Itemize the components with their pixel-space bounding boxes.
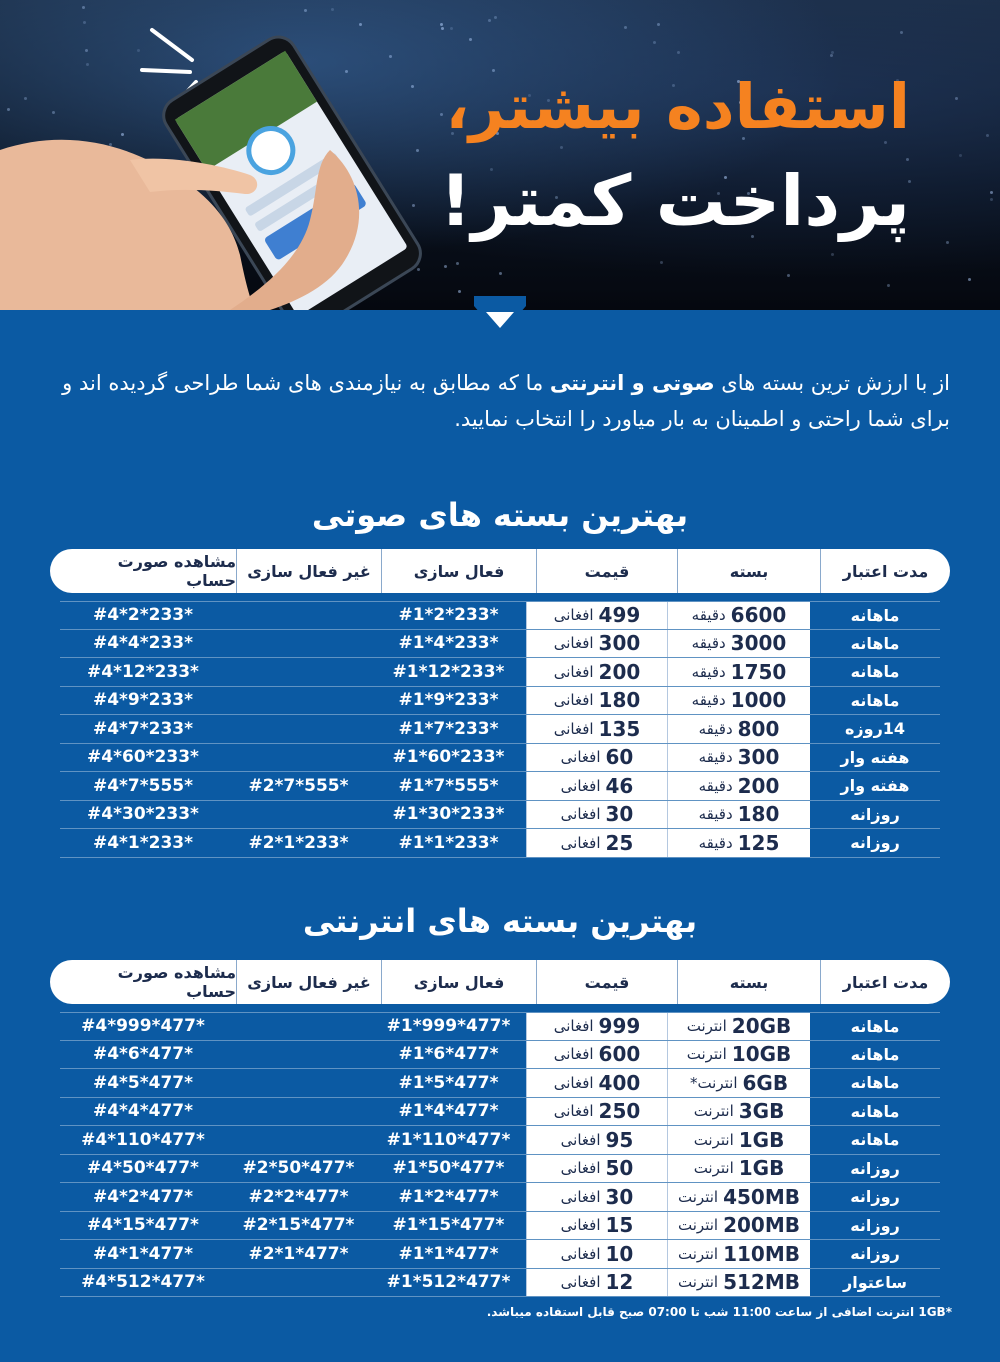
activate-code[interactable]: #1*4*233* [398, 633, 499, 654]
table-row [60, 829, 940, 858]
validity-cell: ماهانه [850, 1130, 900, 1150]
package-unit: انترنت [678, 1273, 719, 1292]
package-amount: 200 [737, 773, 780, 798]
price-currency: افغانی [553, 1045, 594, 1064]
price-cell [526, 744, 667, 772]
price-currency: افغانی [560, 1273, 601, 1292]
header-view-balance: مشاهده صورت حساب [117, 963, 236, 1001]
header-package: بسته [677, 549, 820, 593]
validity-cell: ماهانه [850, 690, 900, 710]
price-amount: 499 [598, 603, 641, 628]
view-balance-code[interactable]: #4*9*233* [92, 690, 194, 711]
view-balance-code[interactable]: #4*1*477* [92, 1243, 194, 1264]
validity-cell: ماهانه [850, 662, 900, 682]
price-currency: افغانی [553, 719, 594, 738]
price-cell [526, 1098, 667, 1126]
activate-code[interactable]: #1*7*233* [398, 718, 499, 739]
table-row [60, 1098, 940, 1127]
header-validity: مدت اعتبار [820, 549, 950, 593]
hand-holding-phone-illustration [0, 0, 470, 310]
package-amount: 125 [737, 830, 780, 855]
package-cell [667, 1155, 810, 1183]
activate-code[interactable]: #1*110*477* [386, 1129, 511, 1150]
package-cell [667, 602, 810, 629]
price-cell [526, 1126, 667, 1154]
view-balance-code[interactable]: #4*4*477* [92, 1101, 194, 1122]
package-amount: 1GB [738, 1156, 785, 1181]
deactivate-code[interactable]: #2*1*233* [248, 832, 349, 853]
deactivate-code[interactable] [226, 744, 371, 772]
price-cell [526, 772, 667, 800]
deactivate-code[interactable]: #2*7*555* [248, 775, 349, 796]
header-view-balance: مشاهده صورت حساب [117, 552, 236, 590]
price-amount: 50 [605, 1156, 634, 1181]
table-row [60, 1012, 940, 1041]
deactivate-code[interactable] [226, 1013, 371, 1040]
view-balance-code[interactable]: #4*110*477* [81, 1129, 205, 1150]
package-unit: انترنت [693, 1102, 734, 1121]
price-cell [526, 602, 667, 629]
price-amount: 135 [598, 716, 641, 741]
price-cell [526, 1269, 667, 1297]
package-cell [667, 1269, 810, 1297]
package-cell [667, 715, 810, 743]
validity-cell: هفته وار [840, 747, 910, 767]
price-cell [526, 1069, 667, 1097]
validity-cell: ماهانه [850, 605, 900, 625]
deactivate-code[interactable]: #2*15*477* [242, 1215, 355, 1236]
activate-code[interactable]: #1*9*233* [398, 690, 499, 711]
intro-text-after: ما که مطابق به نیازمندی های شما طراحی گردیده اند و برای شما راحتی و اطمینان به بار میاورد را انتخاب نمایید. [62, 371, 950, 431]
package-unit: انترنت [678, 1187, 719, 1206]
validity-cell: ماهانه [850, 633, 900, 653]
activate-code[interactable]: #1*12*233* [392, 661, 505, 682]
view-balance-code[interactable]: #4*12*233* [87, 661, 199, 682]
price-amount: 999 [598, 1014, 641, 1039]
package-unit: دقیقه [698, 776, 733, 795]
activate-code[interactable]: #1*1*233* [398, 832, 499, 853]
package-cell [667, 687, 810, 715]
package-amount: 3GB [738, 1099, 785, 1124]
voice-section-title: بهترین بسته های صوتی [311, 496, 689, 534]
package-unit: انترنت [686, 1017, 727, 1036]
down-arrow-icon [474, 296, 526, 336]
package-amount: 110MB [723, 1241, 800, 1266]
price-cell [526, 1212, 667, 1240]
price-currency: افغانی [560, 1216, 601, 1235]
intro-text-before: از با ارزش ترین بسته های [714, 371, 950, 395]
voice-table-header [50, 549, 950, 593]
price-amount: 46 [605, 773, 634, 798]
package-cell [667, 829, 810, 857]
validity-cell: روزانه [850, 804, 900, 824]
package-amount: 180 [737, 802, 780, 827]
table-row [60, 772, 940, 801]
price-cell [526, 687, 667, 715]
table-row [60, 1183, 940, 1212]
price-currency: افغانی [560, 776, 601, 795]
price-amount: 30 [605, 802, 634, 827]
activate-code[interactable]: #1*5*477* [398, 1072, 499, 1093]
price-amount: 300 [598, 631, 641, 656]
view-balance-code[interactable]: #4*7*233* [92, 718, 194, 739]
package-amount: 512MB [723, 1270, 800, 1295]
package-amount: 1GB [738, 1127, 785, 1152]
activate-code[interactable]: #1*6*477* [398, 1044, 499, 1065]
package-unit: انترنت [693, 1130, 734, 1149]
deactivate-code[interactable] [226, 1126, 371, 1154]
package-unit: دقیقه [691, 691, 726, 710]
header-deactivate: غیر فعال سازی [236, 960, 381, 1004]
deactivate-code[interactable] [226, 1098, 371, 1126]
price-cell [526, 630, 667, 658]
activate-code[interactable]: #1*4*477* [398, 1101, 499, 1122]
price-currency: افغانی [560, 805, 601, 824]
view-balance-code[interactable]: #4*2*477* [92, 1186, 194, 1207]
deactivate-code[interactable] [226, 1041, 371, 1069]
package-unit: انترنت* [689, 1073, 738, 1092]
deactivate-code[interactable] [226, 715, 371, 743]
activate-code[interactable]: #1*1*477* [398, 1243, 499, 1264]
validity-cell: ساعتوار [843, 1272, 907, 1292]
price-currency: افغانی [560, 833, 601, 852]
internet-section-title: بهترین بسته های انترنتی [302, 902, 698, 940]
package-unit: انترنت [678, 1244, 719, 1263]
table-row [60, 1269, 940, 1298]
validity-cell: 14روزه [844, 719, 906, 739]
header-activate: فعال سازی [381, 549, 536, 593]
header-price: قیمت [536, 549, 677, 593]
package-cell [667, 744, 810, 772]
table-row [60, 1041, 940, 1070]
view-balance-code[interactable]: #4*999*477* [81, 1016, 205, 1037]
package-cell [667, 1069, 810, 1097]
package-cell [667, 801, 810, 829]
validity-cell: ماهانه [850, 1016, 900, 1036]
validity-cell: روزانه [850, 1158, 900, 1178]
price-cell [526, 1183, 667, 1211]
package-unit: دقیقه [691, 606, 726, 625]
price-cell [526, 801, 667, 829]
package-amount: 10GB [731, 1042, 792, 1067]
validity-cell: روزانه [850, 833, 900, 853]
price-cell [526, 715, 667, 743]
deactivate-code[interactable]: #2*50*477* [242, 1158, 355, 1179]
package-cell [667, 1126, 810, 1154]
price-currency: افغانی [553, 1073, 594, 1092]
package-amount: 300 [737, 745, 780, 770]
table-row [60, 1155, 940, 1184]
deactivate-code[interactable] [226, 1069, 371, 1097]
view-balance-code[interactable]: #4*60*233* [87, 747, 199, 768]
deactivate-code[interactable] [226, 687, 371, 715]
package-amount: 6GB [742, 1070, 789, 1095]
package-cell [667, 1041, 810, 1069]
table-row [60, 1069, 940, 1098]
activate-code[interactable]: #1*2*477* [398, 1186, 499, 1207]
package-unit: دقیقه [698, 748, 733, 767]
footnote: *1GB انترنت اضافی از ساعت 11:00 شب تا 07:00 صبح قابل استفاده میباشد. [486, 1305, 952, 1319]
package-cell [667, 1013, 810, 1040]
activate-code[interactable]: #1*15*477* [392, 1215, 505, 1236]
price-currency: افغانی [553, 662, 594, 681]
package-amount: 3000 [730, 631, 787, 656]
price-amount: 95 [605, 1127, 634, 1152]
package-amount: 450MB [723, 1184, 800, 1209]
package-unit: انترنت [678, 1216, 719, 1235]
view-balance-code[interactable]: #4*30*233* [87, 804, 199, 825]
internet-table-header [50, 960, 950, 1004]
intro-text-bold: صوتی و انترنتی [549, 371, 715, 395]
deactivate-code[interactable]: #2*2*477* [248, 1186, 349, 1207]
price-amount: 250 [598, 1099, 641, 1124]
table-row [60, 687, 940, 716]
activate-code[interactable]: #1*999*477* [386, 1016, 511, 1037]
package-unit: انترنت [686, 1045, 727, 1064]
table-row [60, 630, 940, 659]
price-currency: افغانی [560, 1130, 601, 1149]
validity-cell: ماهانه [850, 1073, 900, 1093]
package-unit: دقیقه [691, 634, 726, 653]
voice-table-body [60, 601, 940, 858]
price-amount: 12 [605, 1270, 634, 1295]
price-currency: افغانی [553, 1017, 594, 1036]
activate-code[interactable]: #1*60*233* [392, 747, 505, 768]
package-unit: دقیقه [698, 719, 733, 738]
price-cell [526, 1013, 667, 1040]
price-amount: 180 [598, 688, 641, 713]
price-amount: 400 [598, 1070, 641, 1095]
price-amount: 25 [605, 830, 634, 855]
deactivate-code[interactable] [226, 1269, 371, 1297]
table-row [60, 744, 940, 773]
table-row [60, 658, 940, 687]
activate-code[interactable]: #1*30*233* [392, 804, 505, 825]
price-currency: افغانی [553, 691, 594, 710]
validity-cell: ماهانه [850, 1044, 900, 1064]
price-currency: افغانی [560, 1159, 601, 1178]
price-amount: 10 [605, 1241, 634, 1266]
header-price: قیمت [536, 960, 677, 1004]
validity-cell: روزانه [850, 1187, 900, 1207]
deactivate-code[interactable] [226, 658, 371, 686]
header-deactivate: غیر فعال سازی [236, 549, 381, 593]
header-activate: فعال سازی [381, 960, 536, 1004]
package-cell [667, 1212, 810, 1240]
package-cell [667, 630, 810, 658]
table-row [60, 601, 940, 630]
package-amount: 20GB [731, 1014, 792, 1039]
hero-banner [0, 0, 1000, 310]
price-currency: افغانی [560, 1187, 601, 1206]
activate-code[interactable]: #1*512*477* [386, 1272, 511, 1293]
package-cell [667, 1098, 810, 1126]
deactivate-code[interactable] [226, 801, 371, 829]
package-amount: 1750 [730, 659, 787, 684]
validity-cell: ماهانه [850, 1101, 900, 1121]
header-validity: مدت اعتبار [820, 960, 950, 1004]
price-amount: 60 [605, 745, 634, 770]
package-unit: دقیقه [698, 805, 733, 824]
table-row [60, 715, 940, 744]
price-currency: افغانی [560, 1244, 601, 1263]
deactivate-code[interactable]: #2*1*477* [248, 1243, 349, 1264]
intro-paragraph [40, 365, 950, 437]
deactivate-code[interactable] [226, 602, 371, 629]
validity-cell: روزانه [850, 1244, 900, 1264]
package-unit: دقیقه [691, 662, 726, 681]
package-unit: انترنت [693, 1159, 734, 1178]
package-cell [667, 658, 810, 686]
price-currency: افغانی [553, 606, 594, 625]
table-row [60, 1126, 940, 1155]
table-row [60, 801, 940, 830]
package-amount: 1000 [730, 688, 787, 713]
view-balance-code[interactable]: #4*4*233* [92, 633, 194, 654]
deactivate-code[interactable] [226, 630, 371, 658]
view-balance-code[interactable]: #4*1*233* [92, 832, 194, 853]
price-amount: 15 [605, 1213, 634, 1238]
price-amount: 200 [598, 659, 641, 684]
price-currency: افغانی [553, 634, 594, 653]
package-cell [667, 772, 810, 800]
view-balance-code[interactable]: #4*6*477* [92, 1044, 194, 1065]
price-amount: 30 [605, 1184, 634, 1209]
package-unit: دقیقه [698, 833, 733, 852]
price-cell [526, 829, 667, 857]
table-row [60, 1212, 940, 1241]
view-balance-code[interactable]: #4*7*555* [92, 775, 194, 796]
package-cell [667, 1183, 810, 1211]
hero-title-line-2: پرداخت کمتر! [439, 160, 910, 242]
price-amount: 600 [598, 1042, 641, 1067]
price-currency: افغانی [553, 1102, 594, 1121]
activate-code[interactable]: #1*50*477* [392, 1158, 505, 1179]
price-currency: افغانی [560, 748, 601, 767]
validity-cell: روزانه [850, 1215, 900, 1235]
package-amount: 6600 [730, 603, 787, 628]
price-cell [526, 658, 667, 686]
header-package: بسته [677, 960, 820, 1004]
view-balance-code[interactable]: #4*50*477* [87, 1158, 199, 1179]
view-balance-code[interactable]: #4*5*477* [92, 1072, 194, 1093]
price-cell [526, 1240, 667, 1268]
package-cell [667, 1240, 810, 1268]
internet-table-body [60, 1012, 940, 1297]
view-balance-code[interactable]: #4*15*477* [87, 1215, 199, 1236]
package-amount: 800 [737, 716, 780, 741]
price-cell [526, 1041, 667, 1069]
table-row [60, 1240, 940, 1269]
activate-code[interactable]: #1*7*555* [398, 775, 499, 796]
view-balance-code[interactable]: #4*512*477* [81, 1272, 205, 1293]
activate-code[interactable]: #1*2*233* [398, 605, 499, 626]
view-balance-code[interactable]: #4*2*233* [92, 605, 194, 626]
price-cell [526, 1155, 667, 1183]
hero-title-line-1: استفاده بیشتر، [445, 70, 910, 143]
validity-cell: هفته وار [840, 776, 910, 796]
package-amount: 200MB [723, 1213, 800, 1238]
